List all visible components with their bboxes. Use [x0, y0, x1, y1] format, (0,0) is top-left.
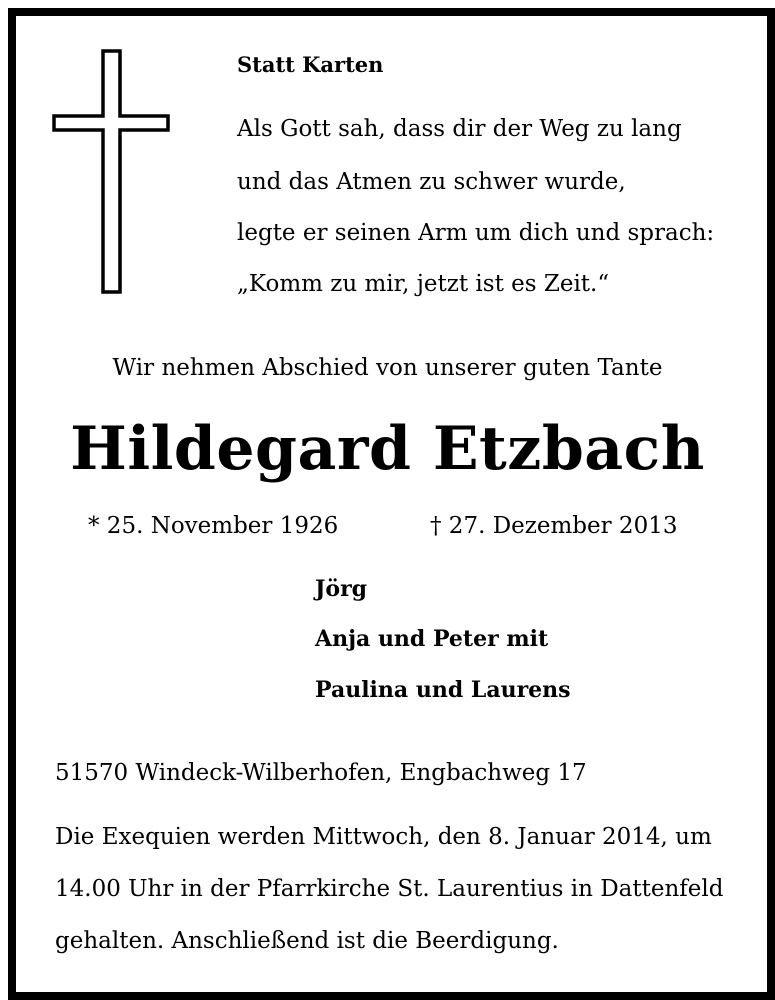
death-date: † 27. Dezember 2013	[430, 513, 678, 539]
mourner-name: Paulina und Laurens	[315, 677, 571, 703]
funeral-notice-line: 14.00 Uhr in der Pfarrkirche St. Laurentius in Dattenfeld	[55, 876, 724, 902]
farewell-intro: Wir nehmen Abschied von unserer guten Tante	[112, 355, 663, 381]
latin-cross-icon	[52, 49, 170, 295]
family-address: 51570 Windeck-Wilberhofen, Engbachweg 17	[55, 760, 587, 786]
mourner-name: Anja und Peter mit	[315, 626, 549, 652]
funeral-notice-line: Die Exequien werden Mittwoch, den 8. Januar 2014, um	[55, 824, 712, 850]
poem-line: Als Gott sah, dass dir der Weg zu lang	[237, 116, 682, 142]
statt-karten-heading: Statt Karten	[237, 52, 384, 77]
poem-line: und das Atmen zu schwer wurde,	[237, 169, 626, 195]
mourner-name: Jörg	[315, 576, 368, 602]
birth-date: * 25. November 1926	[88, 513, 339, 539]
poem-line: legte er seinen Arm um dich und sprach:	[237, 220, 715, 246]
deceased-name: Hildegard Etzbach	[70, 414, 705, 484]
poem-line: „Komm zu mir, jetzt ist es Zeit.“	[237, 271, 610, 297]
funeral-notice-line: gehalten. Anschließend ist die Beerdigung.	[55, 928, 559, 954]
